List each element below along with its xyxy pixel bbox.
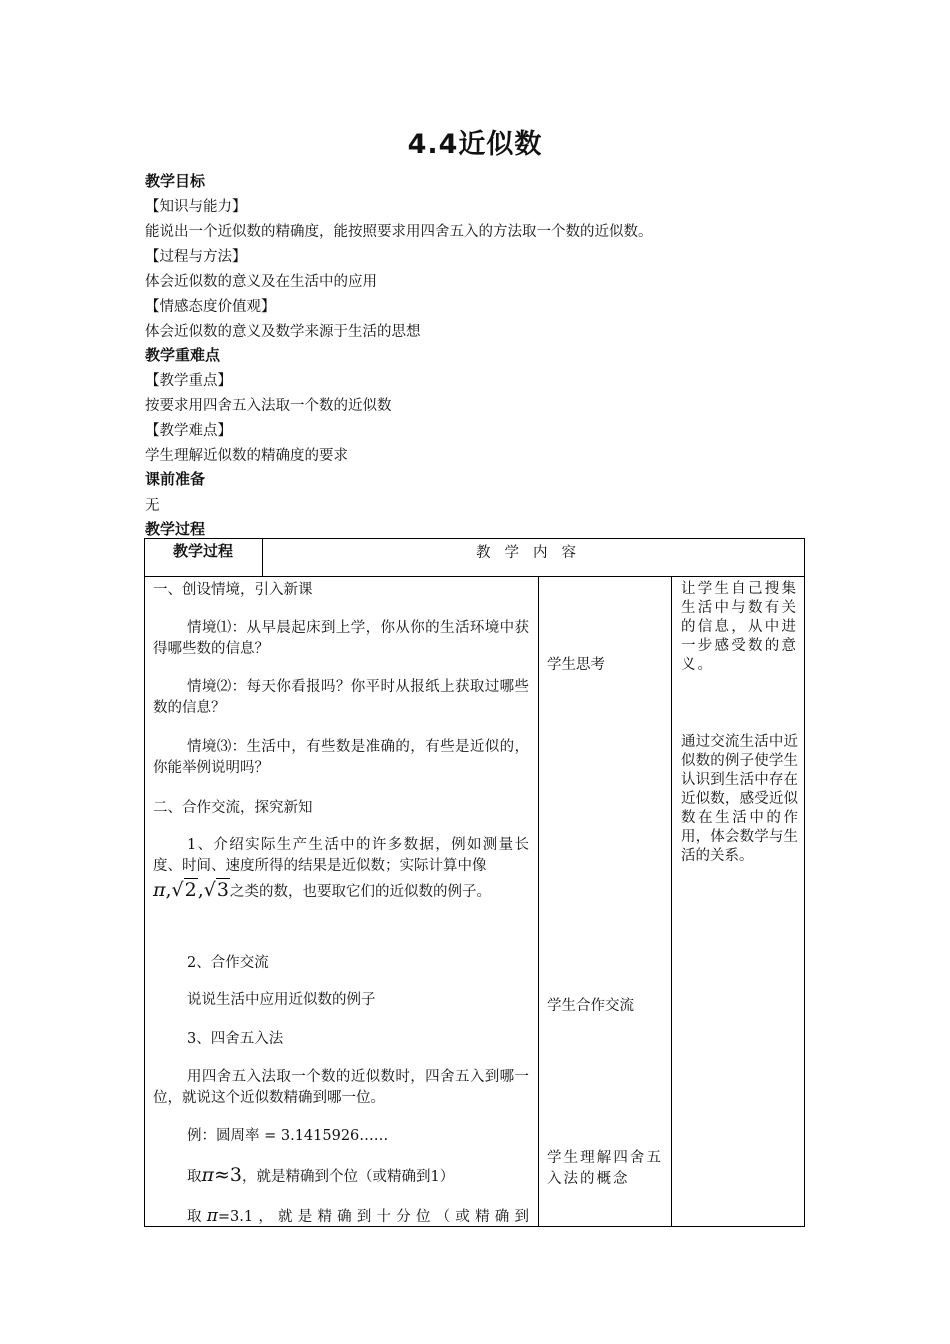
sqrt-3 [204, 877, 230, 903]
sqrt-sign-2: √ [203, 879, 216, 901]
header-divider [144, 576, 805, 577]
round-to-tenths [153, 1206, 529, 1228]
knowledge-ability-text: 能说出一个近似数的精确度，能按照要求用四舍五入的方法取一个数的近似数。 [145, 224, 653, 240]
situation-1: 情境⑴：从早晨起床到上学，你从你的生活环境中获得哪些数的信息？ [153, 620, 529, 657]
preparation-text: 无 [145, 498, 160, 514]
item2-text: 说说生活中应用近似数的例子 [187, 992, 376, 1008]
knowledge-ability-label: 【知识与能力】 [145, 199, 247, 215]
emotion-values-text: 体会近似数的意义及数学来源于生活的思想 [145, 324, 421, 340]
section2-title: 二、合作交流，探究新知 [153, 800, 313, 816]
student-think: 学生思考 [547, 657, 605, 673]
radicand-3: 3 [216, 879, 229, 901]
column-divider-main [538, 576, 539, 1227]
pi-symbol: π [153, 879, 166, 901]
difficult-point-label: 【教学难点】 [145, 423, 232, 439]
take-label-2: 取 [187, 1209, 207, 1225]
round-to-ones [153, 1165, 529, 1188]
item3-title: 3、四舍五入法 [187, 1031, 284, 1047]
radicand-2: 2 [184, 879, 197, 901]
ones-text: ，就是精确到个位（或精确到1） [242, 1169, 455, 1185]
process-method-label: 【过程与方法】 [145, 249, 247, 265]
page-title: 4.4近似数 [407, 129, 543, 160]
take-label-1: 取 [187, 1169, 202, 1185]
comma-2: , [197, 879, 204, 901]
key-point-text: 按要求用四舍五入法取一个数的近似数 [145, 398, 392, 414]
process-method-text: 体会近似数的意义及在生活中的应用 [145, 274, 377, 290]
situation-2: 情境⑵：每天你看报吗？你平时从报纸上获取过哪些数的信息？ [153, 679, 529, 716]
pi-example: 例：圆周率 = 3.1415926…… [187, 1128, 389, 1144]
column-divider-student [671, 576, 672, 1227]
intent-2: 通过交流生活中近似数的例子使学生认识到生活中存在近似数，感受近似数在生活中的作用，体会数学与生活的关系。 [681, 734, 798, 864]
teaching-goals-heading: 教学目标 [145, 172, 206, 190]
tenths-text: =3.1，就是精确到十分位（或精确到 [217, 1209, 530, 1225]
header-teaching-content: 教学内容 [476, 545, 590, 561]
teaching-process-heading: 教学过程 [145, 520, 206, 538]
pi-symbol-3: π [206, 1206, 218, 1226]
intent-1: 让学生自己搜集生活中与数有关的信息，从中进一步感受数的意义。 [681, 581, 798, 673]
item1-text-b: 之类的数，也要取它们的近似数的例子。 [230, 884, 491, 900]
sqrt-sign-1: √ [171, 879, 184, 901]
item1-text-a: 1、介绍实际生产生活中的许多数据，例如测量长度、时间、速度所得的结果是近似数；实际计算中像 [153, 837, 529, 874]
item1-math-line [153, 877, 529, 905]
emotion-values-label: 【情感态度价值观】 [145, 299, 276, 315]
comma-1: , [165, 879, 172, 901]
item1-block [153, 835, 529, 905]
section1-title: 一、创设情境，引入新课 [153, 582, 313, 598]
situation-3: 情境⑶：生活中，有些数是准确的，有些是近似的，你能举例说明吗？ [153, 739, 529, 776]
preparation-heading: 课前准备 [145, 470, 206, 488]
item3-text: 用四舍五入法取一个数的近似数时，四舍五入到哪一位，就说这个近似数精确到哪一位。 [153, 1069, 529, 1106]
header-teaching-process: 教学过程 [172, 542, 233, 560]
pi-symbol-2: π [201, 1164, 214, 1186]
item2-title: 2、合作交流 [187, 955, 269, 971]
key-point-label: 【教学重点】 [145, 373, 232, 389]
student-understand: 学生理解四舍五入法的概念 [547, 1150, 663, 1187]
student-cooperate: 学生合作交流 [547, 998, 634, 1014]
key-difficult-points-heading: 教学重难点 [145, 346, 221, 364]
approx-3: ≈3 [214, 1164, 243, 1186]
sqrt-2 [172, 877, 198, 903]
difficult-point-text: 学生理解近似数的精确度的要求 [145, 448, 348, 464]
